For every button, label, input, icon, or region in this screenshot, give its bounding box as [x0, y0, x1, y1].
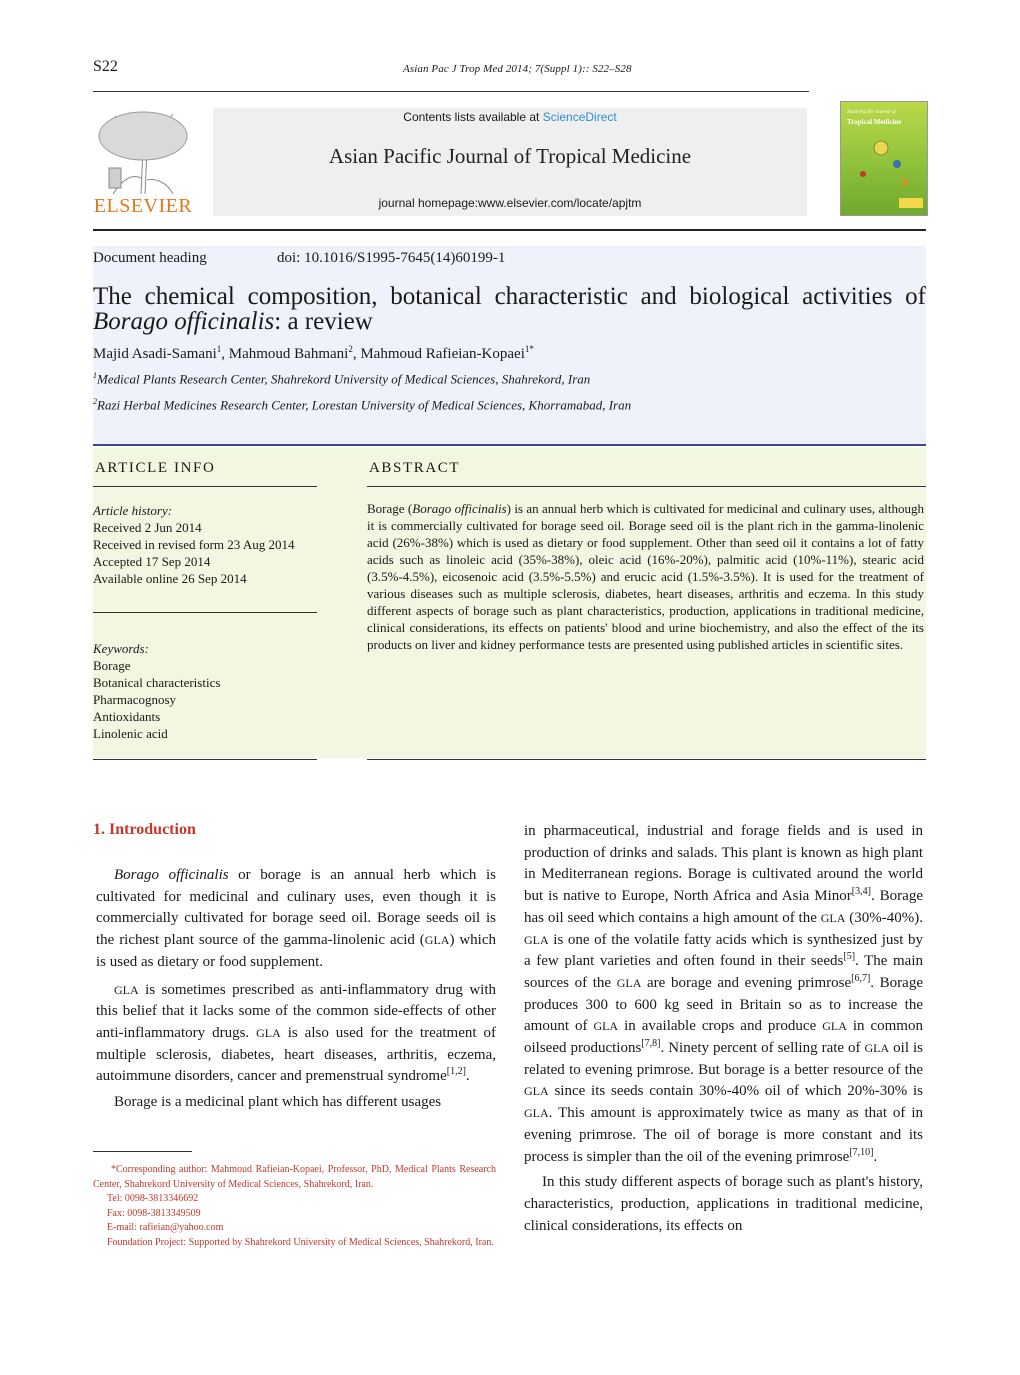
- author-list: Majid Asadi-Samani$^1$, Mahmoud Bahmani$^2$, Mahmoud Rafieian-Kopaei$^{1*}$: [93, 344, 534, 362]
- title-block: [93, 246, 926, 445]
- text: oil is related to evening primrose. But borage is a better resource of the: [524, 1040, 923, 1078]
- text: . Ninety percent of selling rate of: [660, 1040, 865, 1057]
- history-item: Available online 26 Sep 2014: [93, 571, 247, 586]
- title-text: The chemical composition, botanical characteristic and biological activities of: [93, 283, 926, 310]
- author-name: Mahmoud Bahmani: [228, 346, 349, 362]
- author-sup: 1*: [524, 344, 534, 354]
- tel: Tel: 0098-3813346692: [107, 1193, 199, 1205]
- title-suffix: : a review: [274, 308, 373, 335]
- running-head: Asian Pac J Trop Med 2014; 7(Suppl 1):: S22–S28: [403, 63, 632, 75]
- footnote-rule: [93, 1151, 192, 1152]
- tree-icon: [93, 108, 193, 196]
- author-name: Majid Asadi-Samani: [93, 346, 217, 362]
- cover-art-icon: [841, 102, 927, 215]
- affiliation-text: Medical Plants Research Center, Shahrekord University of Medical Sciences, Shahrekord, Iran: [97, 371, 591, 387]
- abbr: GLA: [616, 975, 642, 990]
- article-info-box: [93, 448, 926, 758]
- doi[interactable]: doi: 10.1016/S1995-7645(14)60199-1: [277, 250, 506, 266]
- abstract-bottom-rule: [367, 759, 926, 760]
- text: in pharmaceutical, industrial and forage fields and is used in production of drinks and salads. This plant is known as high plant in Mediterranean regions. Borage is cultivated around the world but is native to Europe, North Africa and Asia Minor: [524, 823, 923, 905]
- text: is sometimes prescribed as anti-inflammatory drug with this belief that it lacks some of the common side-effects of other anti-inflammatory drugs.: [96, 981, 496, 1041]
- journal-cover: [840, 101, 928, 216]
- history-item: Accepted 17 Sep 2014: [93, 554, 211, 569]
- paragraph: [524, 821, 923, 1168]
- species-name: Borago officinalis: [114, 867, 229, 883]
- body-column-left: [96, 865, 496, 1114]
- sciencedirect-link[interactable]: ScienceDirect: [542, 110, 617, 124]
- text: .: [465, 1068, 470, 1085]
- body-column-right: [524, 821, 923, 1237]
- contents-line: [213, 110, 807, 124]
- text: .: [873, 1148, 878, 1165]
- text: in common oilseed productions: [524, 1018, 923, 1057]
- title-rule: [93, 444, 926, 446]
- abbr: GLA: [524, 932, 549, 947]
- header-rule: [93, 229, 926, 231]
- fax: Fax: 0098-3813349509: [107, 1207, 201, 1219]
- article-info-heading: ARTICLE INFO: [95, 460, 216, 476]
- abstract-part: Borage (: [367, 501, 413, 516]
- paragraph: Borage is a medicinal plant which has different usages: [114, 1094, 442, 1111]
- email[interactable]: E-mail: rafieian@yahoo.com: [107, 1222, 224, 1234]
- affiliation-sup: 1: [93, 371, 97, 380]
- paragraph: In this study different aspects of borage such as plant's history, characteristics, production, applications in traditional medicine, clinical considerations, its effects on: [524, 1174, 923, 1234]
- citation[interactable]: [5]: [843, 951, 856, 963]
- cover-line2: Tropical Medicine: [847, 118, 902, 126]
- text: . Borage produces 300 to 600 kg seed in Britain so as to increase the amount of: [524, 974, 923, 1035]
- title-species: Borago officinalis: [93, 308, 275, 335]
- abstract-text: [367, 500, 924, 653]
- top-rule: [93, 91, 809, 92]
- author-sup: 1: [216, 344, 222, 354]
- keyword: Borage: [93, 658, 131, 673]
- abbr: GLA: [524, 1106, 549, 1121]
- cover-line1: Asian Pacific Journal of: [847, 110, 896, 115]
- citation[interactable]: [7,10]: [849, 1146, 874, 1158]
- text: is one of the volatile fatty acids which is synthesized just by a few plant varieties and often found in their seeds: [524, 931, 923, 970]
- journal-banner: [213, 108, 807, 216]
- paragraph: [96, 865, 496, 974]
- journal-title: Asian Pacific Journal of Tropical Medicine: [328, 144, 692, 168]
- citation[interactable]: [6,7]: [851, 972, 871, 984]
- history-item: Received 2 Jun 2014: [93, 520, 202, 535]
- abbr: GLA: [256, 1025, 281, 1040]
- abbr: GLA: [114, 982, 139, 997]
- abstract-rule: [367, 486, 926, 487]
- author-name: Mahmoud Rafieian-Kopaei: [360, 346, 525, 362]
- text: . The main sources of the: [524, 953, 923, 991]
- page-number: S22: [93, 58, 118, 75]
- doc-heading: Document heading: [93, 250, 207, 266]
- text: . This amount is approximately twice as many as that of in evening primrose. The oil of borage is more constant and its process is simpler than the oil of the evening primrose: [524, 1105, 923, 1165]
- abstract-species: Borago officinalis: [412, 501, 507, 516]
- affiliation: [93, 371, 590, 387]
- abbr: GLA: [820, 910, 846, 925]
- corresponding-author: *Corresponding author: Mahmoud Rafieian-Kopaei, Professor, PhD, Medical Plants Research Center, Shahrekord University of Medical Sciences, Shahrekord, Iran.: [93, 1164, 496, 1190]
- keyword: Pharmacognosy: [93, 692, 177, 707]
- text: in available crops and produce: [618, 1018, 823, 1035]
- article-info-rule: [93, 486, 317, 487]
- keyword: Antioxidants: [93, 709, 161, 724]
- affiliation-text: Razi Herbal Medicines Research Center, Lorestan University of Medical Sciences, Khorramabad, Iran: [97, 397, 632, 413]
- abbr: GLA: [822, 1019, 847, 1034]
- footnote: [93, 1163, 496, 1251]
- history-label: Article history:: [93, 503, 173, 518]
- abbr: GLA: [524, 1084, 549, 1099]
- text: since its seeds contain 30%-40% oil of which 20%-30% is: [548, 1083, 923, 1100]
- author-sup: 2: [348, 344, 353, 354]
- elsevier-logo: [93, 108, 193, 218]
- abstract-part: ) is an annual herb which is cultivated for medicinal and culinary uses, although it is commercially cultivated for borage seed oil. Borage seed oil is the plant rich in the gamma-linolenic acid (26%-38%) which is used as dietary or food supplement. Other than seed oil it contains a lot of fatty acids such as linoleic acid (35%-38%), oleic acid (16%-20%), palmitic acid (10%-11%), stearic acid (3.5%-4.5%), eicosenoic acid (3.5%-5.5%) and erucic acid (1.5%-3.5%). It is used for the treatment of various diseases such as multiple sclerosis, diabetes, heart diseases, arthritis and eczema. In this study different aspects of borage such as plant characteristics, production, applications in traditional medicine, clinical considerations, its effects on patients' blood and urine biochemistry, and also the effect of the its products on liver and kidney performance tests are presented using published articles in scientific sites.: [367, 501, 925, 652]
- abbr: GLA: [864, 1041, 890, 1056]
- article-title: [93, 284, 926, 334]
- abbr: GLA: [424, 933, 450, 948]
- history-rule: [93, 612, 317, 613]
- citation[interactable]: [3,4]: [851, 886, 871, 898]
- article-history: [93, 502, 294, 587]
- journal-homepage[interactable]: journal homepage:www.elsevier.com/locate/apjtm: [378, 196, 642, 210]
- citation[interactable]: [7,8]: [641, 1038, 661, 1050]
- keyword: Linolenic acid: [93, 726, 168, 741]
- text: or borage is an annual herb which is cultivated for medicinal and culinary uses, even though it is commercially cultivated for borage seed oil. Borage seeds oil is the richest plant source of the gamma-linolenic acid (: [96, 867, 496, 949]
- history-item: Received in revised form 23 Aug 2014: [93, 537, 295, 552]
- keywords: [93, 640, 220, 742]
- foundation-project: Foundation Project: Supported by Shahrekord University of Medical Sciences, Shahrekord, Iran.: [107, 1236, 494, 1248]
- elsevier-wordmark: ELSEVIER: [93, 195, 193, 217]
- text: . Borage has oil seed which contains a high amount of the: [524, 888, 923, 926]
- keyword: Botanical characteristics: [93, 675, 221, 690]
- text: ) which is used as dietary or food supplement.: [96, 932, 496, 970]
- keywords-label: Keywords:: [93, 641, 149, 656]
- contents-prefix: Contents lists available at: [403, 110, 543, 124]
- keywords-rule: [93, 759, 317, 760]
- affiliation: [93, 397, 631, 413]
- paragraph: [96, 980, 496, 1089]
- section-heading: 1. Introduction: [93, 821, 196, 838]
- text: (30%-40%).: [845, 909, 923, 926]
- text: is also used for the treatment of multiple sclerosis, diabetes, heart diseases, arthritis, eczema, autoimmune disorders, cancer and premenstrual syndrome: [96, 1024, 496, 1085]
- text: are borage and evening primrose: [641, 974, 852, 991]
- abbr: GLA: [593, 1019, 619, 1034]
- abstract-heading: ABSTRACT: [369, 460, 461, 476]
- citation[interactable]: [1,2]: [446, 1066, 466, 1078]
- affiliation-sup: 2: [93, 397, 97, 406]
